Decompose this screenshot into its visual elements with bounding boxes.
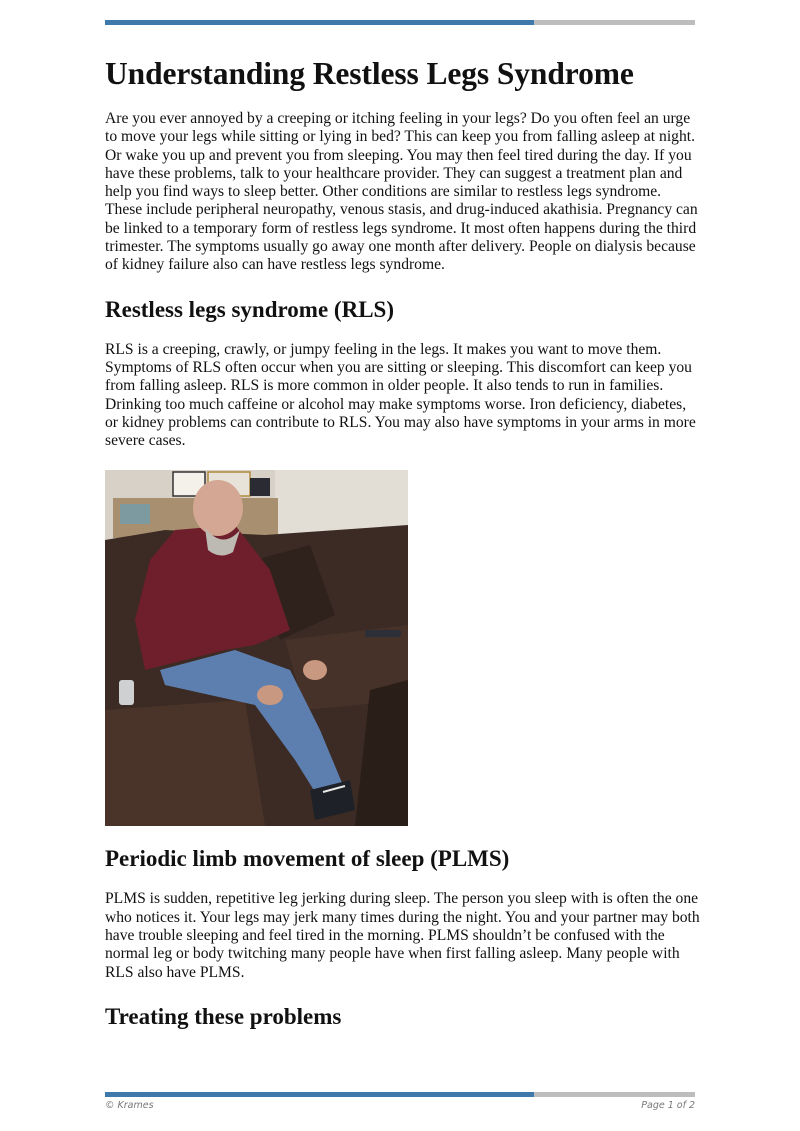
section-body-plms: PLMS is sudden, repetitive leg jerking during sleep. The person you sleep with is often the one who notices it. Your legs may jerk many times during the night. You and your partner may both have trouble sleeping and feel tired in the morning. PLMS shouldn’t be confused with the normal leg or body twitching many people have when first falling asleep. Many people with RLS also have PLMS.: [105, 890, 700, 981]
section-heading-rls: Restless legs syndrome (RLS): [105, 296, 394, 322]
photo-remote: [119, 680, 134, 705]
footer-rule: [105, 1092, 695, 1097]
photo-hand-left: [257, 685, 283, 705]
page-footer: [105, 1100, 695, 1114]
footer-rule-blue: [105, 1092, 534, 1097]
footer-rule-gray: [534, 1092, 695, 1097]
section-heading-plms: Periodic limb movement of sleep (PLMS): [105, 846, 510, 872]
photo-cabinet-panel: [120, 504, 150, 524]
copyright-text: © Krames: [105, 1100, 154, 1111]
photo-hand-right: [303, 660, 327, 680]
header-rule-gray: [534, 20, 695, 25]
page-title: Understanding Restless Legs Syndrome: [105, 56, 634, 91]
intro-paragraph: Are you ever annoyed by a creeping or itching feeling in your legs? Do you often feel an urge to move your legs while sitting or lying in bed? This can keep you from falling asleep at night. Or wake you up and prevent you from sleeping. You may then feel tired during the day. If you have these problems, talk to your healthcare provider. They can suggest a treatment plan and help you find ways to sleep better. Other conditions are similar to restless legs syndrome. These include peripheral neuropathy, venous stasis, and drug-induced akathisia. Pregnancy can be linked to a temporary form of restless legs syndrome. It most often happens during the third trimester. The symptoms usually go away one month after delivery. People on dialysis because of kidney failure also can have restless legs syndrome.: [105, 110, 698, 274]
section-heading-treating: Treating these problems: [105, 1003, 342, 1029]
header-rule: [105, 20, 695, 25]
section-body-rls: RLS is a creeping, crawly, or jumpy feeling in the legs. It makes you want to move them. Symptoms of RLS often occur when you are sitting or sleeping. This discomfort can keep you from falling asleep. RLS is more common in older people. It also tends to run in families. Drinking too much caffeine or alcohol may make symptoms worse. Iron deficiency, diabetes, or kidney problems can contribute to RLS. You may also have symptoms in your arms in more severe cases.: [105, 340, 696, 450]
page-number: Page 1 of 2: [641, 1100, 695, 1111]
header-rule-blue: [105, 20, 534, 25]
photo-cushion-front: [105, 700, 265, 826]
photo-head: [193, 480, 243, 536]
man-on-couch-photo: [105, 470, 408, 826]
photo-phone: [365, 630, 401, 637]
photo-frame-3: [250, 478, 270, 496]
document-body: [105, 52, 700, 1048]
